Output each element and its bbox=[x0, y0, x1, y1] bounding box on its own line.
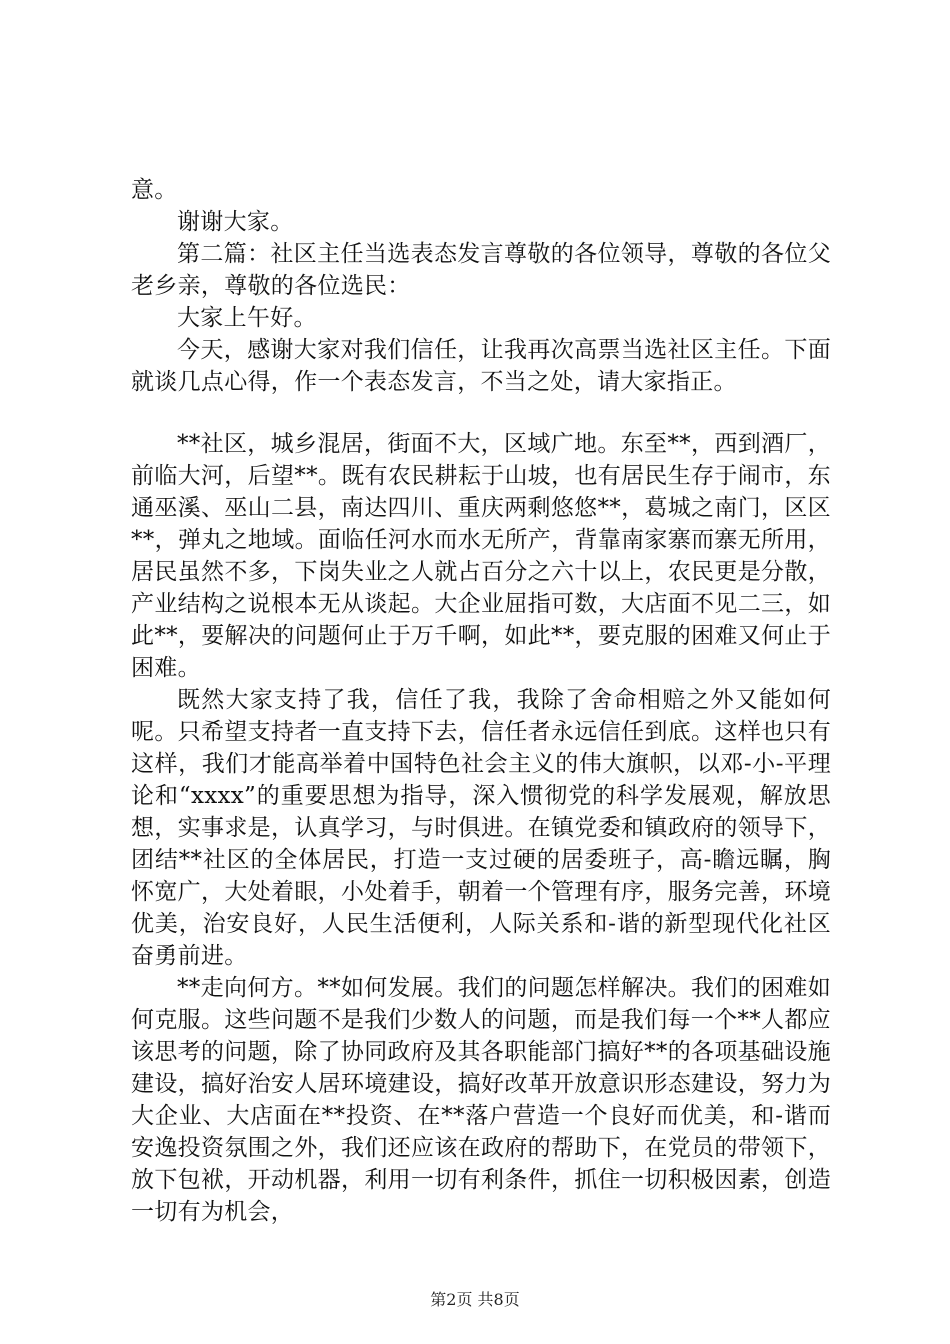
paragraph-gap bbox=[131, 398, 831, 428]
paragraph-development: **走向何方。**如何发展。我们的问题怎样解决。我们的困难如何克服。这些问题不是我们少数人的问题，而是我们每一个**人都应该思考的问题，除了协同政府及其各职能部门搞好**的各项基础设施建设，搞好治安人居环境建设，搞好改革开放意识形态建设，努力为大企业、大店面在**投资、在**落户营造一个良好而优美，和-谐而安逸投资氛围之外，我们还应该在政府的帮助下，在党员的带领下，放下包袱，开动机器，利用一切有利条件，抓住一切积极因素，创造一切有为机会， bbox=[131, 975, 831, 1225]
paragraph-commitment: 既然大家支持了我，信任了我，我除了舍命相赔之外又能如何呢。只希望支持者一直支持下去，信任者永远信任到底。这样也只有这样，我们才能高举着中国特色社会主义的伟大旗帜，以邓-小-平理论和“xxxx”的重要思想为指导，深入惯彻党的科学发展观，解放思想，实事求是，认真学习，与时俱进。在镇党委和镇政府的领导下，团结**社区的全体居民，打造一支过硬的居委班子，高-瞻远瞩，胸怀宽广，大处着眼，小处着手，朝着一个管理有序，服务完善，环境优美，治安良好，人民生活便利，人际关系和-谐的新型现代化社区奋勇前进。 bbox=[131, 687, 831, 969]
page-footer: 第2页 共8页 bbox=[430, 1290, 520, 1309]
document-body bbox=[131, 174, 831, 1228]
paragraph-community: **社区，城乡混居，街面不大，区域广地。东至**，西到酒厂，前临大河，后望**。既有农民耕耘于山坡，也有居民生存于闹市，东通巫溪、巫山二县，南达四川、重庆两剩悠悠**，葛城之南门，区区**，弹丸之地域。面临任河水而水无所产，背靠南家寨而寨无所用，居民虽然不多，下岗失业之人就占百分之六十以上，农民更是分散，产业结构之说根本无从谈起。大企业屈指可数，大店面不见二三，如此**，要解决的问题何止于万千啊，如此**，要克服的困难又何止于困难。 bbox=[131, 431, 831, 681]
paragraph-section-title: 第二篇：社区主任当选表态发言尊敬的各位领导，尊敬的各位父老乡亲，尊敬的各位选民： bbox=[131, 241, 831, 299]
paragraph-continuation: 意。 bbox=[131, 177, 178, 203]
paragraph-intro: 今天，感谢大家对我们信任，让我再次高票当选社区主任。下面就谈几点心得，作一个表态发言，不当之处，请大家指正。 bbox=[131, 337, 831, 395]
paragraph-greeting: 大家上午好。 bbox=[177, 305, 317, 331]
paragraph-thanks: 谢谢大家。 bbox=[177, 209, 294, 235]
